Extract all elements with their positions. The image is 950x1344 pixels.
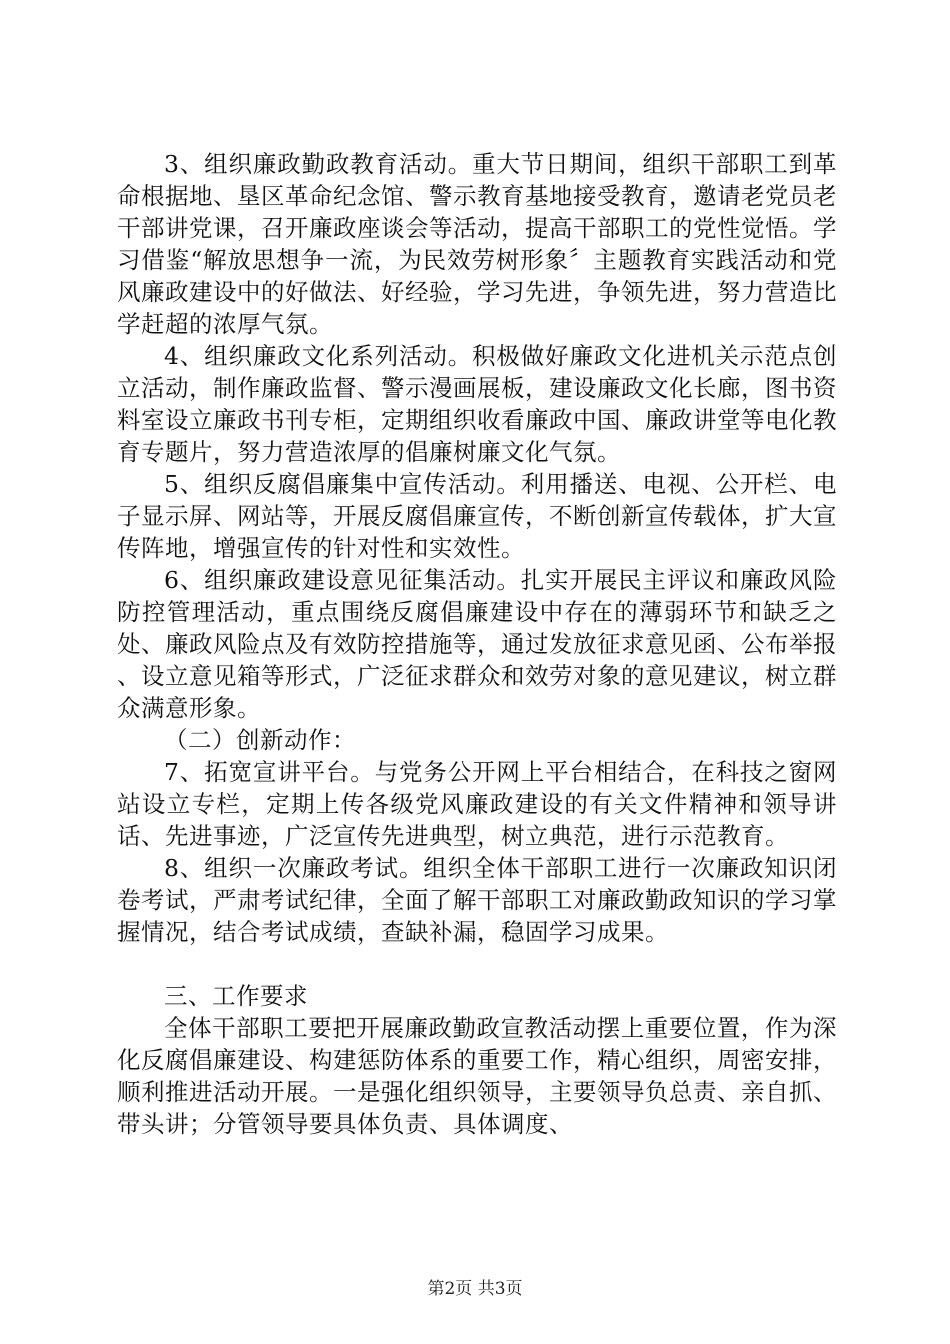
page-footer: 第2页 共3页 (427, 1279, 523, 1299)
section-heading-requirements: 三、工作要求 (164, 982, 308, 1010)
paragraph-item-8: 8、组织一次廉政考试。组织全体干部职工进行一次廉政知识闭卷考试，严肃考试纪律，全面了解干部职工对廉政勤政知识的学习掌握情况，结合考试成绩，查缺补漏，稳固学习成果。 (117, 854, 837, 946)
paragraph-item-7: 7、拓宽宣讲平台。与党务公开网上平台相结合，在科技之窗网站设立专栏，定期上传各级党风廉政建设的有关文件精神和领导讲话、先进事迹，广泛宣传先进典型，树立典范，进行示范教育。 (117, 758, 837, 850)
paragraph-item-3: 3、组织廉政勤政教育活动。重大节日期间，组织干部职工到革命根据地、垦区革命纪念馆、警示教育基地接受教育，邀请老党员老干部讲党课，召开廉政座谈会等活动，提高干部职工的党性觉悟。学习借鉴“解放思想争一流，为民效劳树形象〞主题教育实践活动和党风廉政建设中的好做法、好经验，学习先进，争领先进，努力营造比学赶超的浓厚气氛。 (117, 150, 837, 338)
paragraph-item-6: 6、组织廉政建设意见征集活动。扎实开展民主评议和廉政风险防控管理活动，重点围绕反腐倡廉建设中存在的薄弱环节和缺乏之处、廉政风险点及有效防控措施等，通过发放征求意见函、公布举报 、设立意见箱等形式，广泛征求群众和效劳对象的意见建议，树立群众满意形象。 (117, 566, 885, 722)
paragraph-item-5: 5、组织反腐倡廉集中宣传活动。利用播送、电视、公开栏、电子显示屏、网站等，开展反腐倡廉宣传，不断创新宣传载体，扩大宣传阵地，增强宣传的针对性和实效性。 (117, 470, 837, 562)
section-spacer (117, 948, 837, 980)
paragraph-requirements: 全体干部职工要把开展廉政勤政宣教活动摆上重要位置，作为深化反腐倡廉建设、构建惩防体系的重要工作，精心组织，周密安排，顺利推进活动开展。一是强化组织领导，主要领导负总责、亲自抓、带头讲；分管领导要具体负责、具体调度、 (117, 1014, 837, 1138)
paragraph-item-4: 4、组织廉政文化系列活动。积极做好廉政文化进机关示范点创立活动，制作廉政监督、警示漫画展板，建设廉政文化长廊，图书资料室设立廉政书刊专柜，定期组织收看廉政中国、廉政讲堂等电化教育专题片，努力营造浓厚的倡廉树廉文化气氛。 (117, 342, 837, 466)
section-heading-innovation: （二）创新动作： (164, 726, 356, 754)
document-body (117, 148, 885, 1140)
